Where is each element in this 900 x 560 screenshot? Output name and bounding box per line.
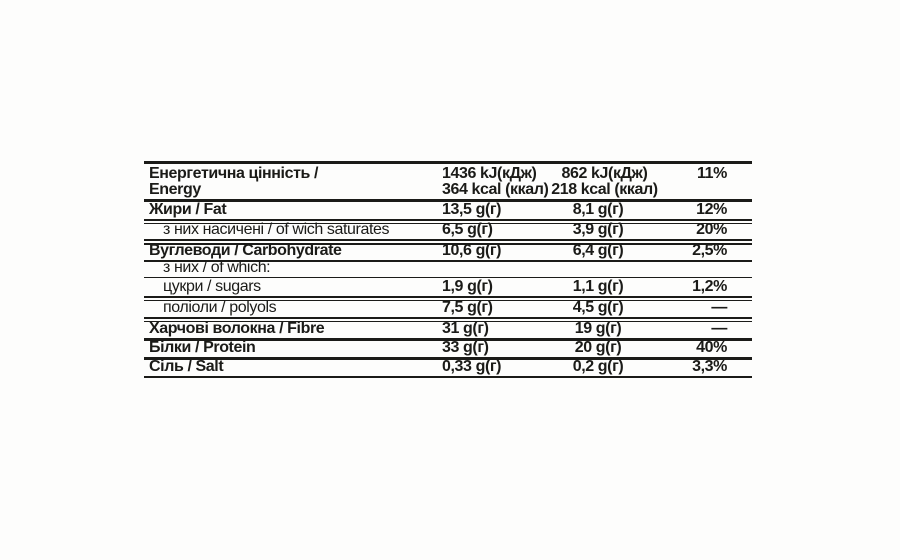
table-row-salt <box>144 360 752 376</box>
value-2: 4,5 g(г) <box>572 299 624 316</box>
rule-bottom <box>144 376 752 378</box>
percent-value: 11% <box>697 165 727 182</box>
value-2: 20 g(г) <box>574 339 622 356</box>
nutrient-name <box>144 166 442 198</box>
value-1-line2: 364 kcal (ккал) <box>442 181 549 198</box>
nutrition-table <box>144 161 752 378</box>
table-row-energy <box>144 164 752 199</box>
value-1-line1: 1436 kJ(кДж) <box>442 165 537 182</box>
value-2: 0,2 g(г) <box>572 358 624 375</box>
table-row-sugars <box>144 278 752 296</box>
table-row-protein <box>144 341 752 357</box>
nutrient-name-line2: Energy <box>149 181 201 198</box>
table-row-of-which <box>144 259 752 277</box>
value-1: 6,5 g(г) <box>442 221 493 238</box>
nutrient-name: поліоли / polyols <box>163 299 277 316</box>
nutrient-name: цукри / sugars <box>163 278 261 295</box>
table-row-fat <box>144 202 752 219</box>
nutrient-name: Жири / Fat <box>149 201 227 218</box>
percent-value: — <box>711 299 727 316</box>
value-2: 3,9 g(г) <box>572 221 624 238</box>
nutrient-name: Харчові волокна / Fibre <box>149 320 325 337</box>
table-row-polyols <box>144 301 752 317</box>
percent-value: 1,2% <box>692 278 727 295</box>
nutrient-name: Білки / Protein <box>149 339 256 356</box>
value-2: 1,1 g(г) <box>572 278 624 295</box>
table-row-fibre <box>144 322 752 338</box>
value-2: 19 g(г) <box>574 320 622 337</box>
value-1 <box>442 166 548 198</box>
table-row-carbohydrate <box>144 242 752 260</box>
value-2-line1: 862 kJ(кДж) <box>561 165 648 182</box>
nutrient-name: Вуглеводи / Carbohydrate <box>149 242 342 259</box>
percent-value: — <box>711 320 727 337</box>
percent-value: 40% <box>696 339 727 356</box>
value-2-line2: 218 kcal (ккал) <box>551 181 658 198</box>
nutrient-name: з них насичені / of wich saturates <box>163 221 390 238</box>
percent-value: 20% <box>696 221 727 238</box>
table-row-saturates <box>144 221 752 239</box>
value-2 <box>548 166 660 198</box>
nutrient-name-line1: Енергетична цінність / <box>149 165 319 182</box>
value-1: 7,5 g(г) <box>442 299 493 316</box>
nutrient-name: Сіль / Salt <box>149 358 224 375</box>
value-1: 31 g(г) <box>442 320 489 337</box>
value-1: 13,5 g(г) <box>442 201 502 218</box>
value-1: 33 g(г) <box>442 339 489 356</box>
value-1: 10,6 g(г) <box>442 242 502 259</box>
percent-value: 3,3% <box>692 358 727 375</box>
percent-value: 12% <box>696 201 727 218</box>
percent-value: 2,5% <box>692 242 727 259</box>
value-2: 8,1 g(г) <box>572 201 624 218</box>
nutrient-name: з них / of which: <box>163 259 271 276</box>
value-1: 0,33 g(г) <box>442 358 502 375</box>
value-2: 6,4 g(г) <box>572 242 624 259</box>
value-1: 1,9 g(г) <box>442 278 493 295</box>
